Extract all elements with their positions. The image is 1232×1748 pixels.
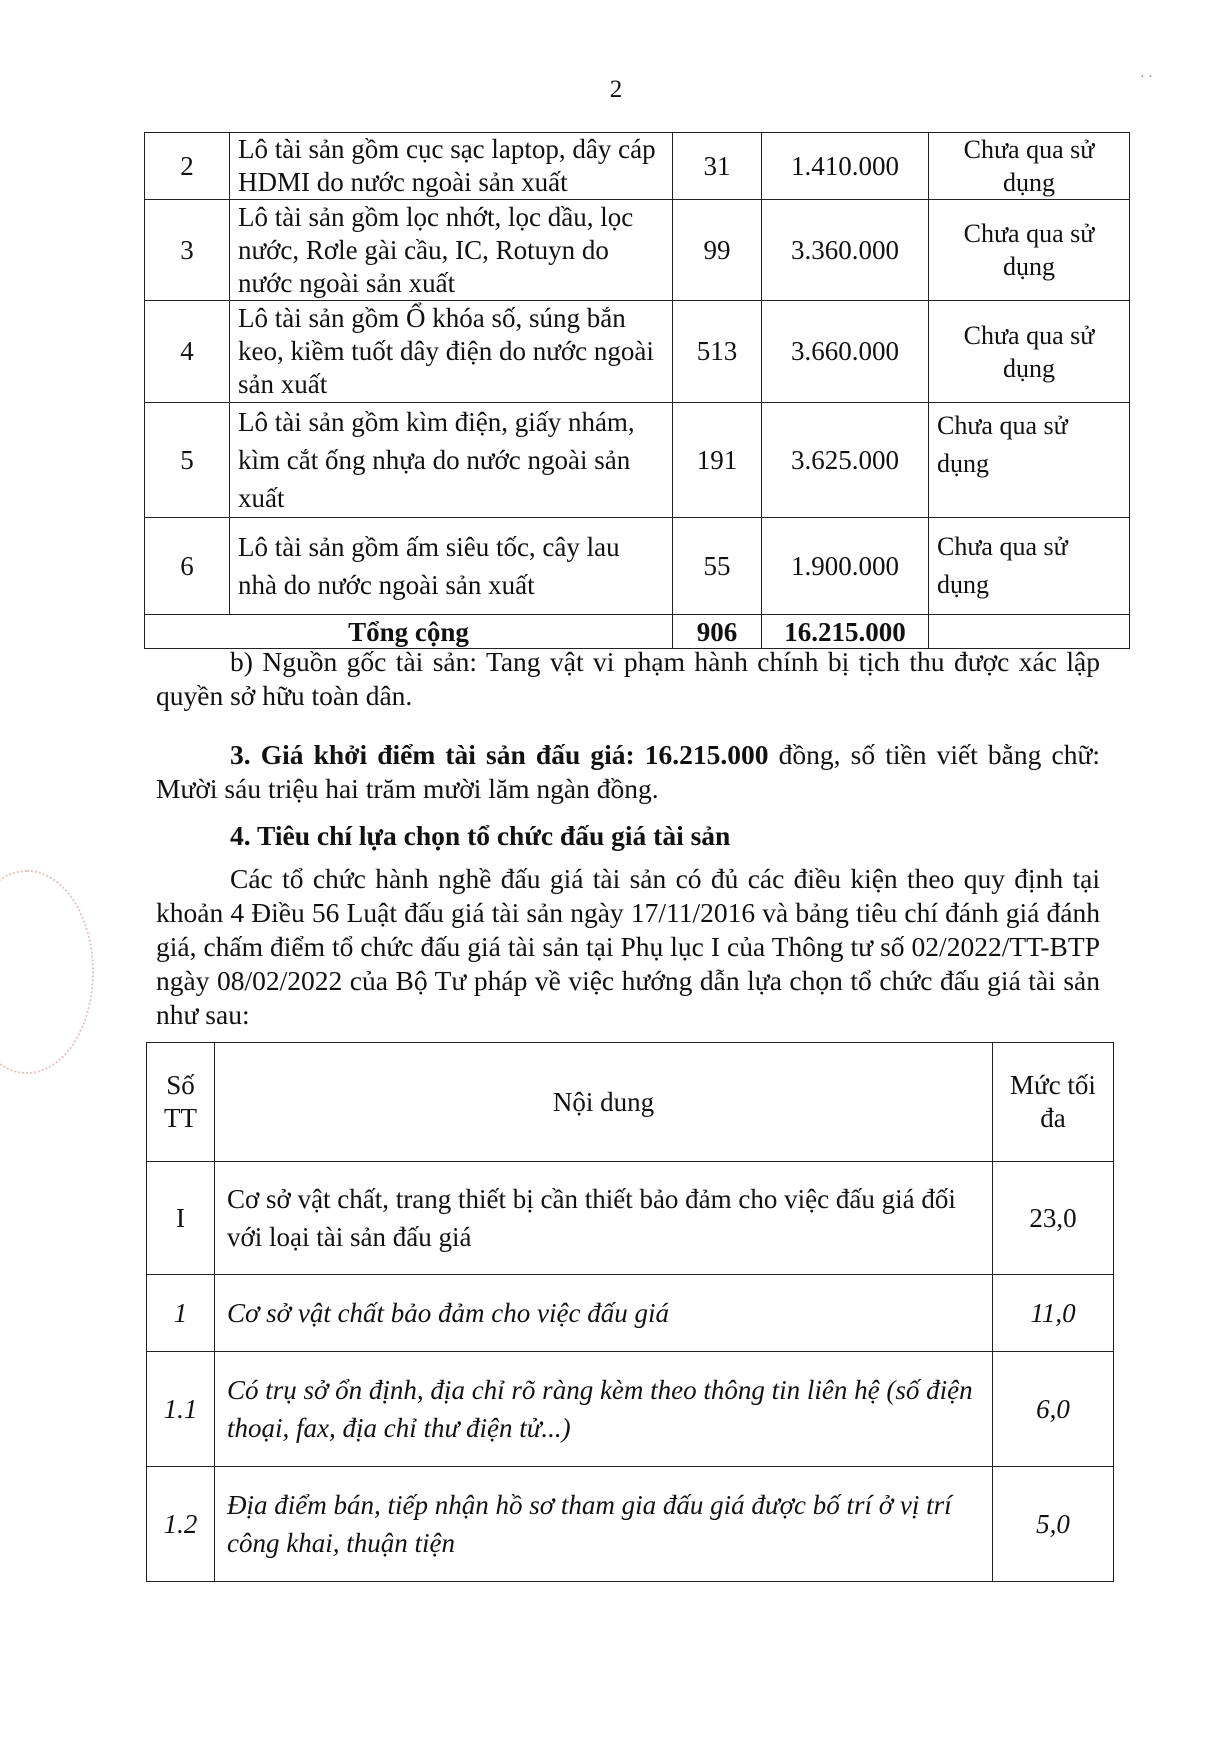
row-price: 1.410.000 [762, 133, 929, 200]
section4-paragraph: Các tổ chức hành nghề đấu giá tài sản có đủ các điều kiện theo quy định tại khoản 4 Điều 56 Luật đấu giá tài sản ngày 17/11/2016 và bảng tiêu chí đánh giá đánh giá, chấm điểm tổ chức đấu giá tài sản tại Phụ lục I của Thông tư số 02/2022/TT-BTP ngày 08/02/2022 của Bộ Tư pháp về việc hướng dẫn lựa chọn tổ chức đấu giá tài sản như sau: [156, 863, 1100, 1030]
row-stt: 4 [145, 301, 230, 403]
total-price: 16.215.000 [762, 615, 929, 649]
row-price: 1.900.000 [762, 518, 929, 615]
row-stt: 2 [145, 133, 230, 200]
table-row [147, 1467, 1114, 1582]
total-row [145, 615, 1130, 649]
page-number: 2 [609, 76, 623, 103]
row-description: Lô tài sản gồm lọc nhớt, lọc dầu, lọc nước, Rơle gài cầu, IC, Rotuyn do nước ngoài sản xuất [230, 200, 673, 301]
table-row [147, 1352, 1114, 1467]
row-status: Chưa qua sử dụng [929, 200, 1130, 301]
criteria-max: 23,0 [993, 1162, 1114, 1275]
header-stt: Số TT [147, 1043, 215, 1162]
header-row [147, 1043, 1114, 1162]
criteria-content: Địa điểm bán, tiếp nhận hồ sơ tham gia đấu giá được bố trí ở vị trí công khai, thuận tiện [215, 1467, 993, 1582]
stamp-seal [0, 870, 94, 1074]
row-stt: 3 [145, 200, 230, 301]
row-price: 3.360.000 [762, 200, 929, 301]
row-price: 3.625.000 [762, 403, 929, 518]
table-row [147, 1275, 1114, 1352]
table-row [147, 1162, 1114, 1275]
total-quantity: 906 [673, 615, 762, 649]
criteria-max: 5,0 [993, 1467, 1114, 1582]
section3-paragraph [156, 738, 1100, 806]
criteria-stt: 1.2 [147, 1467, 215, 1582]
row-quantity: 55 [673, 518, 762, 615]
section3-label: 3. Giá khởi điểm tài sản đấu giá: 16.215.000 [230, 739, 769, 770]
criteria-stt: 1.1 [147, 1352, 215, 1467]
criteria-content: Có trụ sở ổn định, địa chỉ rõ ràng kèm theo thông tin liên hệ (số điện thoại, fax, địa chỉ thư điện tử...) [215, 1352, 993, 1467]
table-row [145, 200, 1130, 301]
criteria-max: 11,0 [993, 1275, 1114, 1352]
header-content: Nội dung [215, 1043, 993, 1162]
row-price: 3.660.000 [762, 301, 929, 403]
row-quantity: 513 [673, 301, 762, 403]
header-max: Mức tối đa [993, 1043, 1114, 1162]
row-stt: 5 [145, 403, 230, 518]
row-status: Chưa qua sử dụng [929, 133, 1130, 200]
row-status: Chưa qua sử dụng [929, 403, 1130, 518]
total-status-empty [929, 615, 1130, 649]
table-row [145, 518, 1130, 615]
row-description: Lô tài sản gồm kìm điện, giấy nhám, kìm cắt ống nhựa do nước ngoài sản xuất [230, 403, 673, 518]
row-description: Lô tài sản gồm ấm siêu tốc, cây lau nhà do nước ngoài sản xuất [230, 518, 673, 615]
scan-specks: · · [1140, 70, 1153, 85]
total-label: Tổng cộng [145, 615, 673, 649]
row-quantity: 99 [673, 200, 762, 301]
row-stt: 6 [145, 518, 230, 615]
criteria-stt: 1 [147, 1275, 215, 1352]
row-description: Lô tài sản gồm cục sạc laptop, dây cáp HDMI do nước ngoài sản xuất [230, 133, 673, 200]
section3-text: đồng, số tiền viết bằng chữ: Mười sáu triệu hai trăm mười lăm ngàn đồng. [156, 739, 1100, 804]
section4-heading: 4. Tiêu chí lựa chọn tổ chức đấu giá tài sản [230, 820, 731, 851]
table-row [145, 133, 1130, 200]
row-description: Lô tài sản gồm Ổ khóa số, súng bắn keo, kiềm tuốt dây điện do nước ngoài sản xuất [230, 301, 673, 403]
row-status: Chưa qua sử dụng [929, 518, 1130, 615]
criteria-content: Cơ sở vật chất, trang thiết bị cần thiết bảo đảm cho việc đấu giá đối với loại tài sản đấu giá [215, 1162, 993, 1275]
row-status: Chưa qua sử dụng [929, 301, 1130, 403]
criteria-stt: I [147, 1162, 215, 1275]
row-quantity: 31 [673, 133, 762, 200]
table-row [145, 403, 1130, 518]
row-quantity: 191 [673, 403, 762, 518]
origin-paragraph: b) Nguồn gốc tài sản: Tang vật vi phạm hành chính bị tịch thu được xác lập quyền sở hữu toàn dân. [156, 646, 1100, 711]
criteria-table [146, 1042, 1114, 1582]
criteria-content: Cơ sở vật chất bảo đảm cho việc đấu giá [215, 1275, 993, 1352]
table-row [145, 301, 1130, 403]
assets-table [144, 132, 1130, 649]
criteria-max: 6,0 [993, 1352, 1114, 1467]
